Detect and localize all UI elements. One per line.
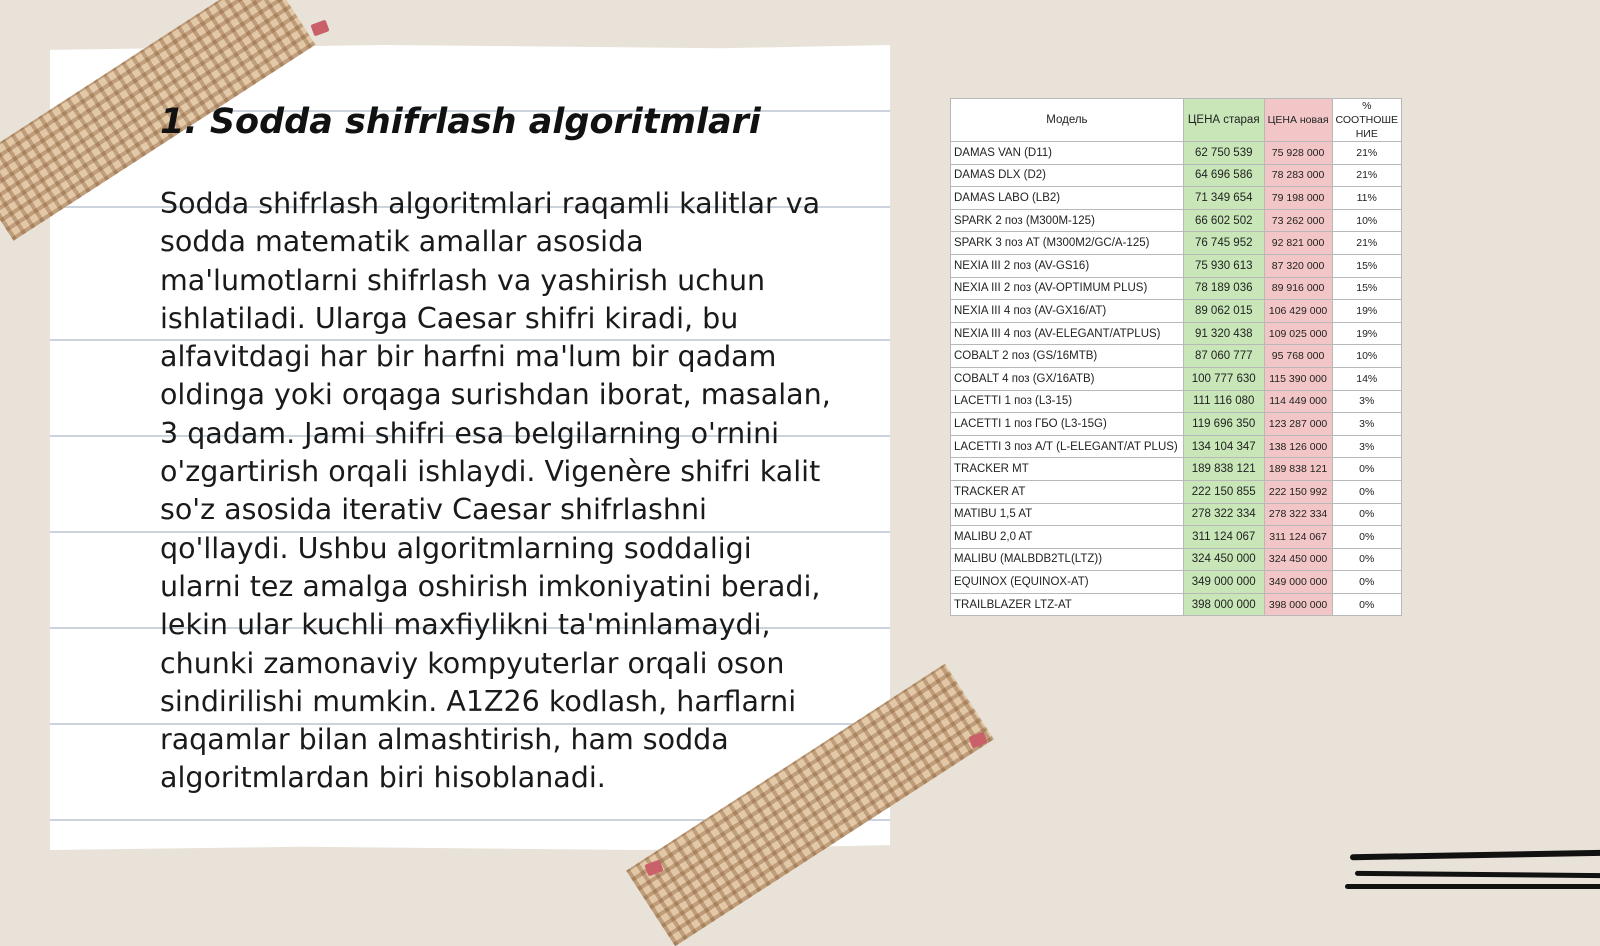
cell-ratio: 0% [1332, 571, 1401, 594]
table-row [951, 458, 1402, 481]
header-model: Модель [951, 99, 1184, 142]
table-row [951, 209, 1402, 232]
table-row [951, 390, 1402, 413]
cell-old-price: 91 320 438 [1183, 322, 1264, 345]
cell-model: SPARK 2 поз (M300M-125) [951, 209, 1184, 232]
cell-old-price: 134 104 347 [1183, 435, 1264, 458]
cell-model: MATIBU 1,5 AT [951, 503, 1184, 526]
cell-old-price: 119 696 350 [1183, 413, 1264, 436]
cell-ratio: 14% [1332, 367, 1401, 390]
brush-stroke [1345, 884, 1600, 889]
table-row [951, 300, 1402, 323]
cell-new-price: 73 262 000 [1264, 209, 1332, 232]
cell-new-price: 87 320 000 [1264, 254, 1332, 277]
cell-ratio: 0% [1332, 458, 1401, 481]
cell-new-price: 89 916 000 [1264, 277, 1332, 300]
table-row [951, 164, 1402, 187]
cell-old-price: 111 116 080 [1183, 390, 1264, 413]
cell-new-price: 95 768 000 [1264, 345, 1332, 368]
cell-new-price: 222 150 992 [1264, 480, 1332, 503]
cell-new-price: 75 928 000 [1264, 142, 1332, 165]
table-row [951, 322, 1402, 345]
cell-new-price: 138 126 000 [1264, 435, 1332, 458]
cell-ratio: 0% [1332, 526, 1401, 549]
price-table [950, 98, 1402, 616]
cell-new-price: 78 283 000 [1264, 164, 1332, 187]
table-header-row [951, 99, 1402, 142]
table-row [951, 435, 1402, 458]
cell-ratio: 11% [1332, 187, 1401, 210]
cell-new-price: 311 124 067 [1264, 526, 1332, 549]
cell-model: MALIBU (MALBDB2TL(LTZ)) [951, 548, 1184, 571]
cell-model: MALIBU 2,0 AT [951, 526, 1184, 549]
table-row [951, 503, 1402, 526]
cell-ratio: 10% [1332, 345, 1401, 368]
cell-new-price: 324 450 000 [1264, 548, 1332, 571]
cell-ratio: 19% [1332, 322, 1401, 345]
cell-old-price: 62 750 539 [1183, 142, 1264, 165]
cell-ratio: 3% [1332, 413, 1401, 436]
cell-ratio: 0% [1332, 548, 1401, 571]
table-row [951, 142, 1402, 165]
table-row [951, 571, 1402, 594]
cell-new-price: 114 449 000 [1264, 390, 1332, 413]
cell-model: DAMAS VAN (D11) [951, 142, 1184, 165]
cell-ratio: 21% [1332, 232, 1401, 255]
cell-model: LACETTI 1 поз ГБО (L3-15G) [951, 413, 1184, 436]
cell-model: COBALT 4 поз (GX/16ATB) [951, 367, 1184, 390]
cell-ratio: 15% [1332, 254, 1401, 277]
table-row [951, 232, 1402, 255]
slide-body-text: Sodda shifrlash algoritmlari raqamli kalitlar va sodda matematik amallar asosida ma'lumotlarni shifrlash va yashirish uchun ishlatiladi. Ularga Caesar shifri kiradi, bu alfavitdagi har bir harfni ma'lum bir qadam oldinga yoki orqaga surishdan iborat, masalan, 3 qadam. Jami shifri esa belgilarning o'rnini o'zgartirish orqali ishlaydi. Vigenère shifri kalit so'z asosida iterativ Caesar shifrlashni qo'llaydi. Ushbu algoritmlarning soddaligi ularni tez amalga oshirish imkoniyatini beradi, lekin ular kuchli maxfiylikni ta'minlamaydi, chunki zamonaviy kompyuterlar orqali oson sindirilishi mumkin. A1Z26 kodlash, harflarni raqamlar bilan almashtirish, ham sodda algoritmlardan biri hisoblanadi. [160, 187, 831, 795]
cell-ratio: 3% [1332, 390, 1401, 413]
cell-model: DAMAS LABO (LB2) [951, 187, 1184, 210]
cell-old-price: 66 602 502 [1183, 209, 1264, 232]
cell-model: SPARK 3 поз AT (M300M2/GC/A-125) [951, 232, 1184, 255]
cell-new-price: 92 821 000 [1264, 232, 1332, 255]
cell-old-price: 311 124 067 [1183, 526, 1264, 549]
cell-old-price: 349 000 000 [1183, 571, 1264, 594]
cell-new-price: 189 838 121 [1264, 458, 1332, 481]
header-ratio: % СООТНОШЕ НИЕ [1332, 99, 1401, 142]
header-old-price: ЦЕНА старая [1183, 99, 1264, 142]
slide-title: 1. Sodda shifrlash algoritmlari [160, 102, 761, 142]
cell-old-price: 78 189 036 [1183, 277, 1264, 300]
brush-stroke [1350, 850, 1600, 861]
tape-tip-decoration [310, 20, 329, 37]
cell-new-price: 115 390 000 [1264, 367, 1332, 390]
cell-old-price: 398 000 000 [1183, 593, 1264, 616]
cell-model: LACETTI 1 поз (L3-15) [951, 390, 1184, 413]
table-row [951, 593, 1402, 616]
table-body [951, 142, 1402, 616]
cell-old-price: 71 349 654 [1183, 187, 1264, 210]
table-row [951, 480, 1402, 503]
table-row [951, 367, 1402, 390]
cell-old-price: 89 062 015 [1183, 300, 1264, 323]
cell-ratio: 19% [1332, 300, 1401, 323]
brush-stroke [1355, 871, 1600, 878]
cell-model: TRACKER AT [951, 480, 1184, 503]
cell-model: NEXIA III 4 поз (AV-ELEGANT/ATPLUS) [951, 322, 1184, 345]
cell-model: EQUINOX (EQUINOX-AT) [951, 571, 1184, 594]
cell-new-price: 79 198 000 [1264, 187, 1332, 210]
cell-model: TRAILBLAZER LTZ-AT [951, 593, 1184, 616]
table-row [951, 548, 1402, 571]
table-row [951, 345, 1402, 368]
cell-old-price: 100 777 630 [1183, 367, 1264, 390]
cell-old-price: 87 060 777 [1183, 345, 1264, 368]
cell-model: NEXIA III 2 поз (AV-OPTIMUM PLUS) [951, 277, 1184, 300]
cell-old-price: 324 450 000 [1183, 548, 1264, 571]
cell-new-price: 106 429 000 [1264, 300, 1332, 323]
cell-ratio: 0% [1332, 503, 1401, 526]
cell-old-price: 75 930 613 [1183, 254, 1264, 277]
cell-old-price: 64 696 586 [1183, 164, 1264, 187]
cell-new-price: 109 025 000 [1264, 322, 1332, 345]
cell-model: DAMAS DLX (D2) [951, 164, 1184, 187]
cell-model: NEXIA III 4 поз (AV-GX16/AT) [951, 300, 1184, 323]
cell-old-price: 189 838 121 [1183, 458, 1264, 481]
table-row [951, 413, 1402, 436]
cell-new-price: 278 322 334 [1264, 503, 1332, 526]
cell-model: TRACKER MT [951, 458, 1184, 481]
cell-old-price: 222 150 855 [1183, 480, 1264, 503]
table-row [951, 187, 1402, 210]
cell-ratio: 3% [1332, 435, 1401, 458]
cell-ratio: 21% [1332, 164, 1401, 187]
cell-new-price: 349 000 000 [1264, 571, 1332, 594]
cell-old-price: 278 322 334 [1183, 503, 1264, 526]
cell-ratio: 15% [1332, 277, 1401, 300]
table-row [951, 277, 1402, 300]
table-row [951, 526, 1402, 549]
cell-model: COBALT 2 поз (GS/16MTB) [951, 345, 1184, 368]
cell-new-price: 398 000 000 [1264, 593, 1332, 616]
cell-ratio: 0% [1332, 480, 1401, 503]
cell-model: LACETTI 3 поз А/Т (L-ELEGANT/AT PLUS) [951, 435, 1184, 458]
cell-ratio: 21% [1332, 142, 1401, 165]
cell-ratio: 0% [1332, 593, 1401, 616]
header-new-price: ЦЕНА новая [1264, 99, 1332, 142]
cell-old-price: 76 745 952 [1183, 232, 1264, 255]
cell-ratio: 10% [1332, 209, 1401, 232]
cell-model: NEXIA III 2 поз (AV-GS16) [951, 254, 1184, 277]
cell-new-price: 123 287 000 [1264, 413, 1332, 436]
table-row [951, 254, 1402, 277]
